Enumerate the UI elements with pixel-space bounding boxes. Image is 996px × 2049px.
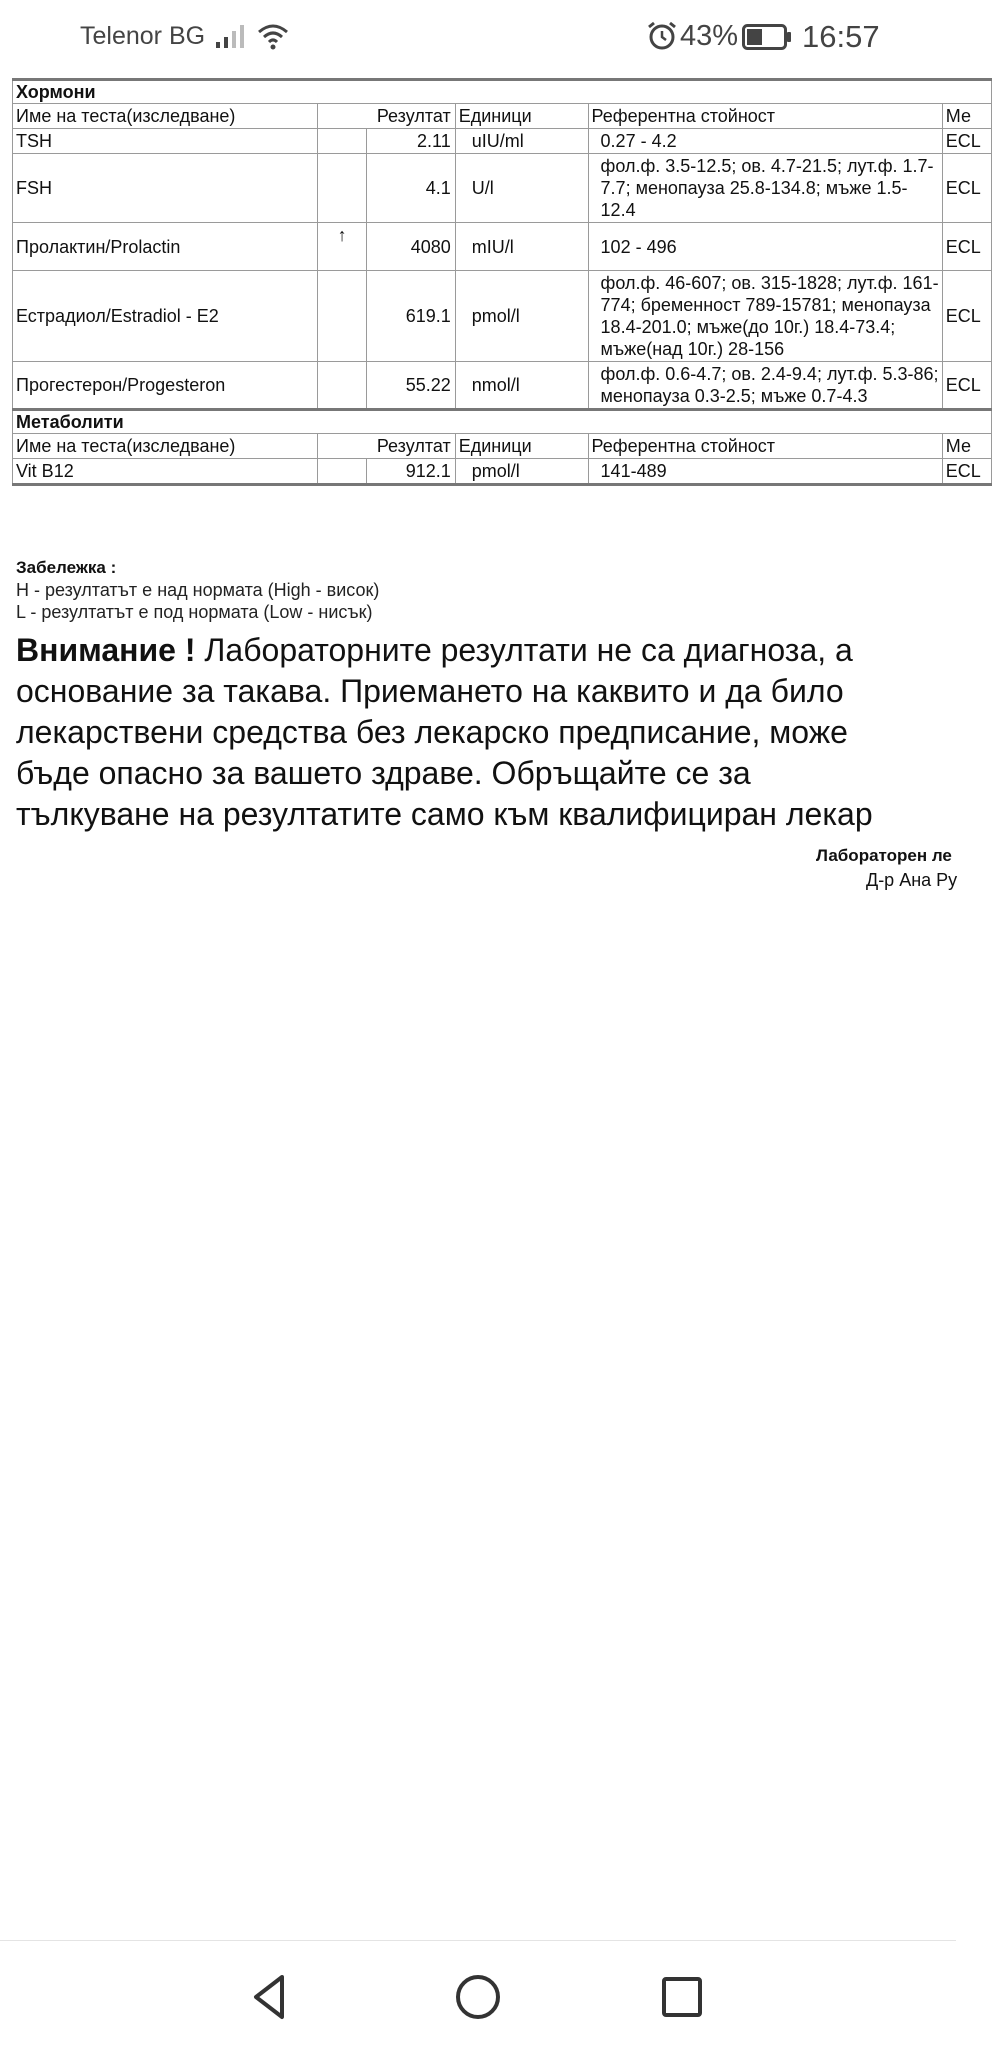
test-method: ECL <box>942 223 991 271</box>
warning-line-5: тълкуване на резултатите само към квалифициран лекар <box>16 796 873 832</box>
note-low: L - резултатът е под нормата (Low - нисък) <box>16 602 373 622</box>
lab-results-report <box>12 78 981 486</box>
column-header-method: Ме <box>942 434 991 459</box>
table-row-fsh <box>13 154 992 223</box>
carrier-name: Telenor BG <box>80 22 206 50</box>
column-header-name: Име на теста(изследване) <box>13 434 318 459</box>
section-header-hormones <box>13 80 992 104</box>
column-header-units: Единици <box>455 104 588 129</box>
table-row-estradiol <box>13 271 992 362</box>
test-name: Прогестерон/Progesteron <box>13 362 318 410</box>
warning-line-2: основание за такава. Приемането на каквито и да било <box>16 673 844 709</box>
wifi-icon <box>256 20 290 52</box>
test-result: 2.11 <box>367 129 456 154</box>
test-method: ECL <box>942 271 991 362</box>
notes-title: Забележка : <box>16 558 117 577</box>
result-flag <box>318 459 367 485</box>
test-result: 4.1 <box>367 154 456 223</box>
results-table <box>12 78 992 486</box>
table-row-progesteron <box>13 362 992 410</box>
column-header-units: Единици <box>455 434 588 459</box>
reference-range: 141-489 <box>588 459 942 485</box>
column-header-row <box>13 434 992 459</box>
table-row-tsh <box>13 129 992 154</box>
warning-line-1 <box>16 630 996 671</box>
signature-doctor: Д-р Ана Ру <box>866 870 958 890</box>
result-flag <box>318 154 367 223</box>
column-header-name: Име на теста(изследване) <box>13 104 318 129</box>
navigation-bar <box>0 1940 956 2049</box>
section-title: Метаболити <box>13 410 992 434</box>
high-flag-arrow-icon: ↑ <box>318 223 367 271</box>
status-time: 16:57 <box>802 19 880 54</box>
section-title: Хормони <box>13 80 992 104</box>
battery-percent: 43% <box>680 20 739 52</box>
test-name: Естрадиол/Estradiol - E2 <box>13 271 318 362</box>
cell-signal-icon <box>214 22 248 50</box>
note-high: H - резултатът е над нормата (High - висок) <box>16 580 380 600</box>
test-name: FSH <box>13 154 318 223</box>
disclaimer-warning <box>16 630 996 835</box>
test-name: TSH <box>13 129 318 154</box>
column-header-row <box>13 104 992 129</box>
test-units: mIU/l <box>455 223 588 271</box>
reference-range: фол.ф. 3.5-12.5; ов. 4.7-21.5; лут.ф. 1.7-7.7; менопауза 25.8-134.8; мъже 1.5-12.4 <box>588 154 942 223</box>
test-method: ECL <box>942 459 991 485</box>
back-triangle-icon[interactable] <box>246 1971 298 2023</box>
warning-line-4: бъде опасно за вашето здраве. Обръщайте се за <box>16 755 751 791</box>
test-result: 4080 <box>367 223 456 271</box>
warning-label: Внимание ! <box>16 632 196 668</box>
test-units: uIU/ml <box>455 129 588 154</box>
test-method: ECL <box>942 362 991 410</box>
test-units: pmol/l <box>455 459 588 485</box>
result-flag <box>318 129 367 154</box>
reference-range: 102 - 496 <box>588 223 942 271</box>
warning-text: Лабораторните резултати не са диагноза, а <box>195 632 853 668</box>
table-row-prolactin <box>13 223 992 271</box>
test-method: ECL <box>942 154 991 223</box>
column-header-reference: Референтна стойност <box>588 104 942 129</box>
column-header-result: Резултат <box>318 434 456 459</box>
test-method: ECL <box>942 129 991 154</box>
test-result: 912.1 <box>367 459 456 485</box>
result-flag <box>318 271 367 362</box>
test-units: nmol/l <box>455 362 588 410</box>
reference-range: фол.ф. 46-607; ов. 315-1828; лут.ф. 161-774; бременност 789-15781; менопауза 18.4-201.0; мъже(до 10г.) 18.4-73.4; мъже(над 10г.) 28-156 <box>588 271 942 362</box>
test-result: 55.22 <box>367 362 456 410</box>
section-header-metabolites <box>13 410 992 434</box>
reference-range: фол.ф. 0.6-4.7; ов. 2.4-9.4; лут.ф. 5.3-86; менопауза 0.3-2.5; мъже 0.7-4.3 <box>588 362 942 410</box>
status-bar <box>0 0 956 74</box>
test-name: Vit B12 <box>13 459 318 485</box>
reference-range: 0.27 - 4.2 <box>588 129 942 154</box>
column-header-reference: Референтна стойност <box>588 434 942 459</box>
test-result: 619.1 <box>367 271 456 362</box>
battery-icon <box>742 24 792 50</box>
table-row-vit-b12 <box>13 459 992 485</box>
home-circle-icon[interactable] <box>452 1971 504 2023</box>
result-flag <box>318 362 367 410</box>
alarm-clock-icon <box>646 20 678 52</box>
column-header-method: Ме <box>942 104 991 129</box>
warning-line-3: лекарствени средства без лекарско предписание, може <box>16 714 848 750</box>
test-units: pmol/l <box>455 271 588 362</box>
recents-square-icon[interactable] <box>656 1971 708 2023</box>
test-name: Пролактин/Prolactin <box>13 223 318 271</box>
column-header-result: Резултат <box>318 104 456 129</box>
signature-title: Лабораторен ле <box>816 846 952 865</box>
test-units: U/l <box>455 154 588 223</box>
